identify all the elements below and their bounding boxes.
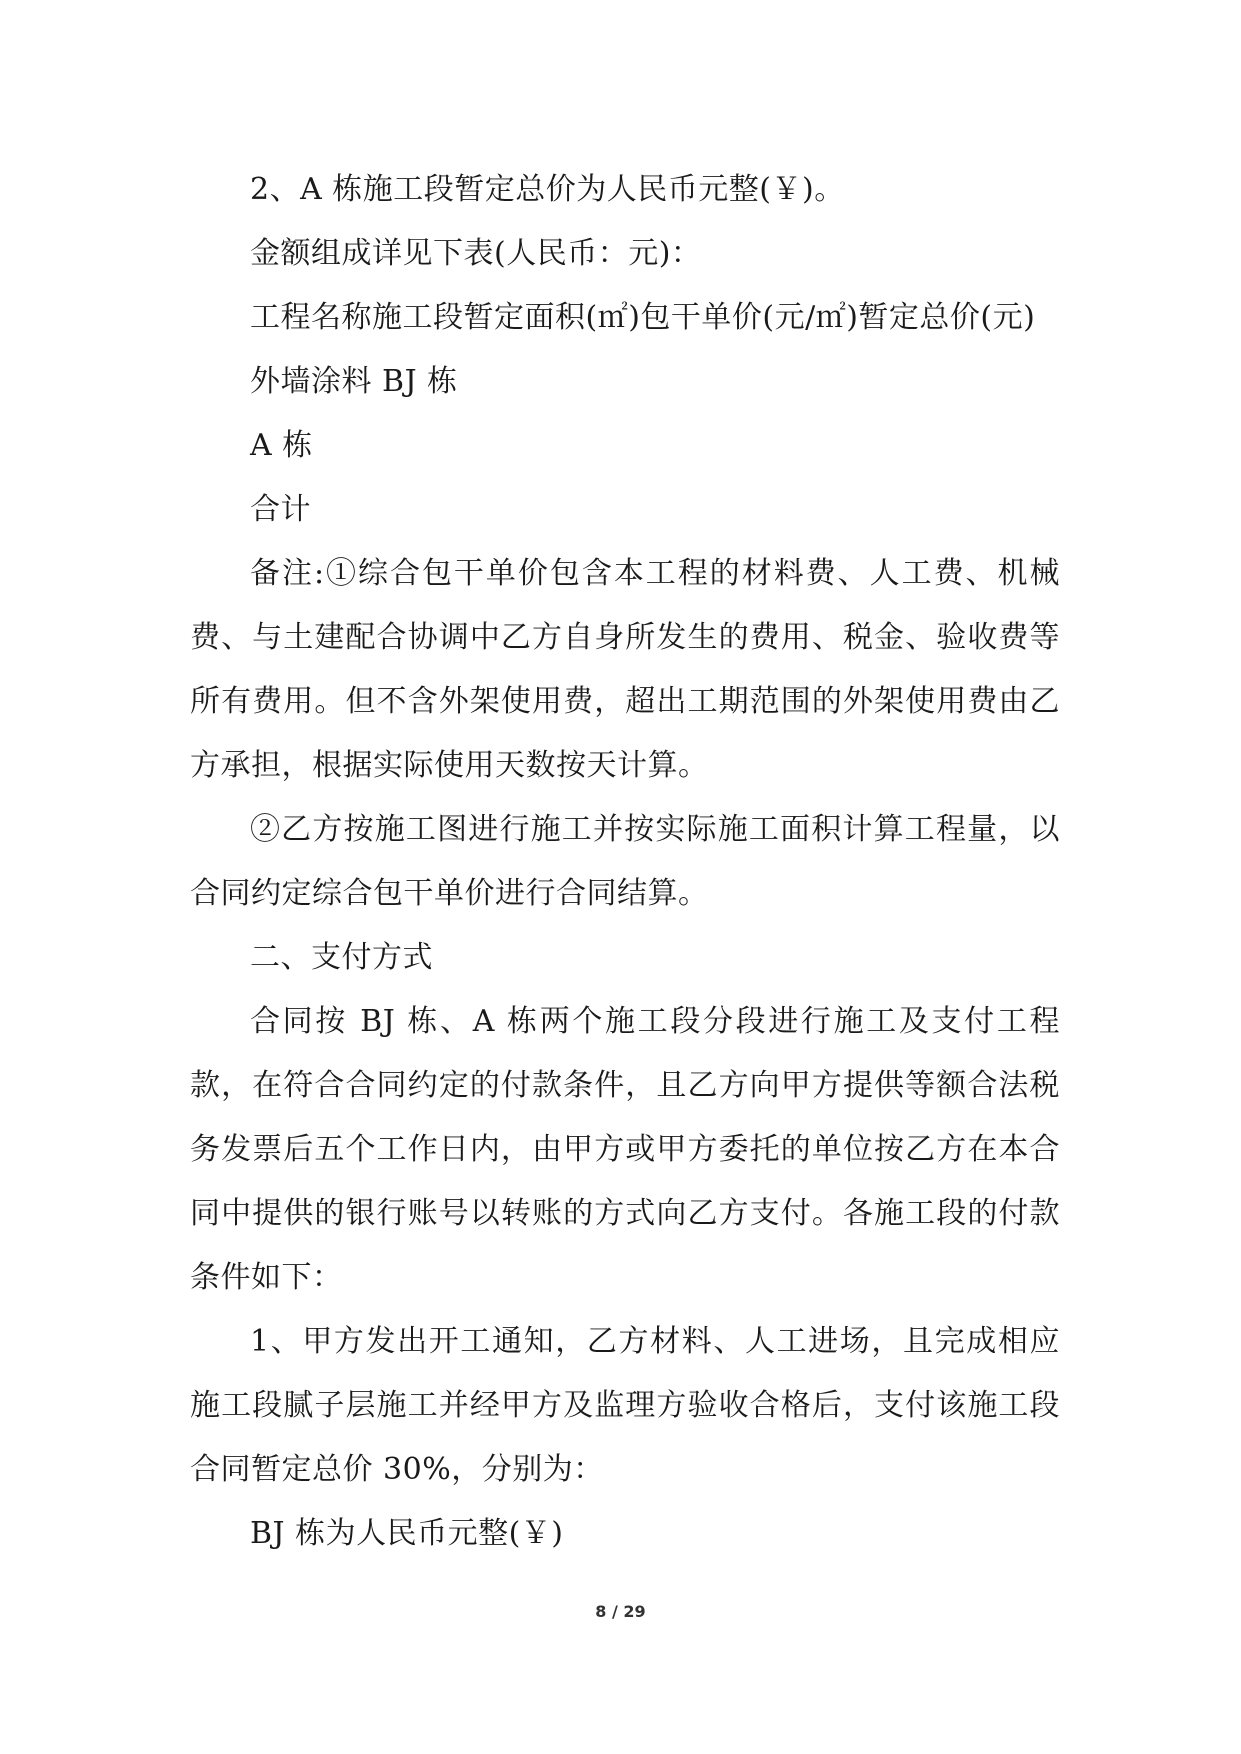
payment-paragraph: 合同按 BJ 栋、A 栋两个施工段分段进行施工及支付工程款，在符合合同约定的付款条件，且乙方向甲方提供等额合法税务发票后五个工作日内，由甲方或甲方委托的单位按乙方在本合同中提供的银行账号以转账的方式向乙方支付。各施工段的付款条件如下：	[190, 1004, 1060, 1295]
remark-paragraph-2: ②乙方按施工图进行施工并按实际施工面积计算工程量，以合同约定综合包干单价进行合同结算。	[190, 812, 1060, 911]
document-page	[190, 158, 1060, 1566]
table-row-a: A 栋	[250, 428, 313, 463]
table-row-bj: 外墙涂料 BJ 栋	[250, 364, 458, 399]
payment-condition-1: 1、甲方发出开工通知，乙方材料、人工进场，且完成相应施工段腻子层施工并经甲方及监理方验收合格后，支付该施工段合同暂定总价 30%，分别为：	[190, 1324, 1060, 1487]
remark-paragraph-1: 备注:①综合包干单价包含本工程的材料费、人工费、机械费、与土建配合协调中乙方自身所发生的费用、税金、验收费等所有费用。但不含外架使用费，超出工期范围的外架使用费由乙方承担，根据实际使用天数按天计算。	[190, 556, 1060, 783]
amount-intro-line: 金额组成详见下表(人民币：元)：	[250, 236, 702, 271]
table-row-total: 合计	[250, 492, 311, 527]
section-heading-payment: 二、支付方式	[250, 940, 433, 975]
page-number: 8 / 29	[595, 1602, 646, 1621]
total-price-line: 2、A 栋施工段暂定总价为人民币元整(￥)。	[250, 172, 845, 207]
table-header-line: 工程名称施工段暂定面积(㎡)包干单价(元/㎡)暂定总价(元)	[250, 300, 1036, 335]
bj-amount-line: BJ 栋为人民币元整(￥)	[250, 1516, 564, 1551]
